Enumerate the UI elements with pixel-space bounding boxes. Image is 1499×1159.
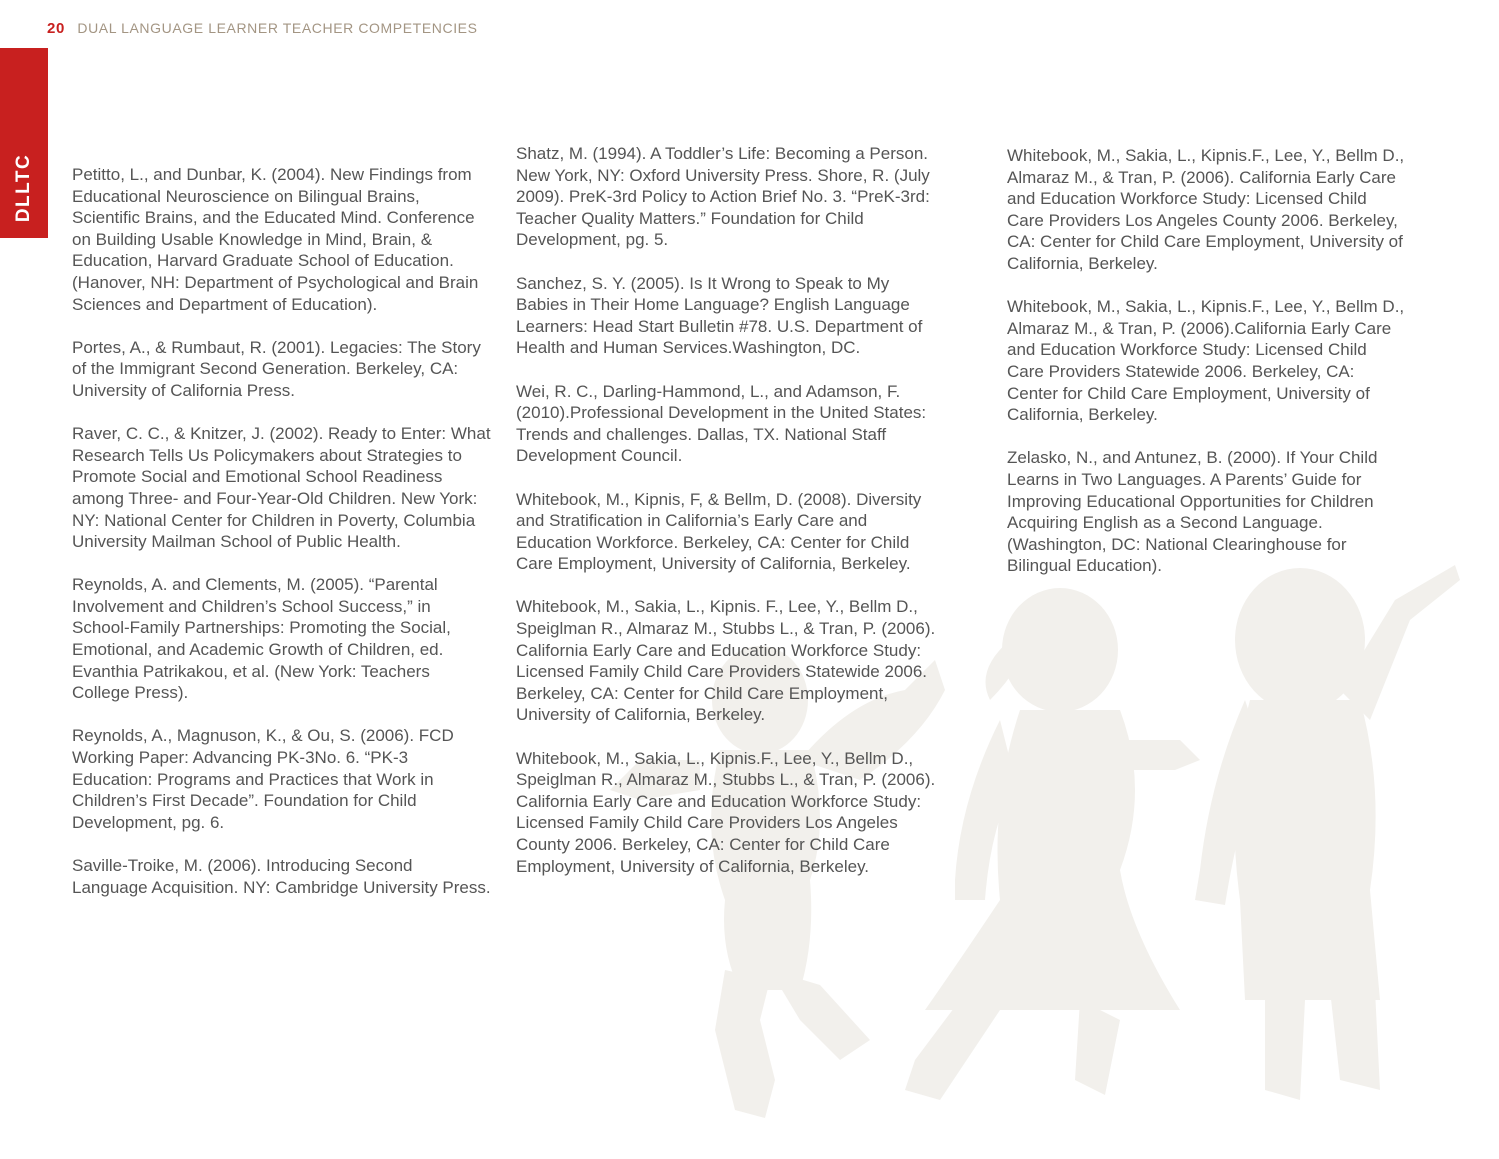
silhouette-child-center <box>905 588 1200 1100</box>
running-header <box>47 20 478 37</box>
reference-entry: Whitebook, M., Sakia, L., Kipnis.F., Lee, Y., Bellm D., Almaraz M., & Tran, P. (2006). California Early Care and Education Workforce Study: Licensed Child Care Providers Los Angeles County 2006. Berkeley, CA: Center for Child Care Employment, University of California, Berkeley. <box>1007 146 1405 273</box>
section-side-tab <box>0 48 48 238</box>
reference-entry: Reynolds, A. and Clements, M. (2005). “Parental Involvement and Children’s School Success,” in School-Family Partnerships: Promoting the Social, Emotional, and Academic Growth of Children, ed. Evanthia Patrikakou, et al. (New York: Teachers College Press). <box>72 575 451 703</box>
reference-entry: Sanchez, S. Y. (2005). Is It Wrong to Speak to My Babies in Their Home Language? English Language Learners: Head Start Bulletin #78. U.S. Department of Health and Human Services.Washington, DC. <box>516 273 923 358</box>
reference-entry: Raver, C. C., & Knitzer, J. (2002). Ready to Enter: What Research Tells Us Policymakers about Strategies to Promote Social and Emotional School Readiness among Three- and Four-Year-Old Children. New York: NY: National Center for Children in Poverty, Columbia University Mailman School of Public Health. <box>72 424 491 552</box>
reference-entry: Reynolds, A., Magnuson, K., & Ou, S. (2006). FCD Working Paper: Advancing PK-3No. 6. “PK-3 Education: Programs and Practices that Work in Children’s First Decade”. Foundation for Child Development, pg. 6. <box>72 726 454 832</box>
reference-entry: Whitebook, M., Sakia, L., Kipnis.F., Lee, Y., Bellm D., Almaraz M., & Tran, P. (2006).California Early Care and Education Workforce Study: Licensed Child Care Providers Statewide 2006. Berkeley, CA: Center for Child Care Employment, University of California, Berkeley. <box>1007 297 1405 425</box>
reference-entry: Zelasko, N., and Antunez, B. (2000). If Your Child Learns in Two Languages. A Parents’ Guide for Improving Educational Opportunities for Children Acquiring English as a Second Language. (Washington, DC: National Clearinghouse for Bilingual Education). <box>1007 448 1378 576</box>
reference-entry: Shatz, M. (1994). A Toddler’s Life: Becoming a Person. New York, NY: Oxford University Press. Shore, R. (July 2009). PreK-3rd Policy to Action Brief No. 3. “PreK-3rd: Teacher Quality Matters.” Foundation for Child Development, pg. 5. <box>516 144 930 250</box>
reference-entry: Wei, R. C., Darling-Hammond, L., and Adamson, F. (2010).Professional Development in the United States: Trends and challenges. Dallas, TX. National Staff Development Council. <box>516 381 927 466</box>
side-tab-label: DLLTC <box>13 153 34 223</box>
references-column-3 <box>1007 145 1407 598</box>
reference-entry: Petitto, L., and Dunbar, K. (2004). New Findings from Educational Neuroscience on Bilingual Brains, Scientific Brains, and the Educated Mind. Conference on Building Usable Knowledge in Mind, Brain, & Education, Harvard Graduate School of Education. (Hanover, NH: Department of Psychological and Brain Sciences and Department of Education). <box>72 165 479 314</box>
reference-entry: Whitebook, M., Sakia, L., Kipnis. F., Lee, Y., Bellm D., Speiglman R., Almaraz M., Stubbs L., & Tran, P. (2006). California Early Care and Education Workforce Study: Licensed Family Child Care Providers Statewide 2006. Berkeley, CA: Center for Child Care Employment, University of California, Berkeley. <box>516 597 936 725</box>
page-number: 20 <box>47 20 65 37</box>
reference-entry: Saville-Troike, M. (2006). Introducing Second Language Acquisition. NY: Cambridge University Press. <box>72 856 491 897</box>
reference-entry: Portes, A., & Rumbaut, R. (2001). Legacies: The Story of the Immigrant Second Generation. Berkeley, CA: University of California Press. <box>72 337 481 400</box>
reference-entry: Whitebook, M., Kipnis, F, & Bellm, D. (2008). Diversity and Stratification in California’s Early Care and Education Workforce. Berkeley, CA: Center for Child Care Employment, University of California, Berkeley. <box>516 489 922 574</box>
references-column-1 <box>72 164 492 920</box>
reference-entry: Whitebook, M., Sakia, L., Kipnis.F., Lee, Y., Bellm D., Speiglman R., Almaraz M., Stubbs L., & Tran, P. (2006). California Early Care and Education Workforce Study: Licensed Family Child Care Providers Los Angeles County 2006. Berkeley, CA: Center for Child Care Employment, University of California, Berkeley. <box>516 748 936 876</box>
document-title: DUAL LANGUAGE LEARNER TEACHER COMPETENCIES <box>77 20 478 36</box>
references-column-2 <box>516 143 936 899</box>
silhouette-child-right <box>1195 565 1460 1100</box>
